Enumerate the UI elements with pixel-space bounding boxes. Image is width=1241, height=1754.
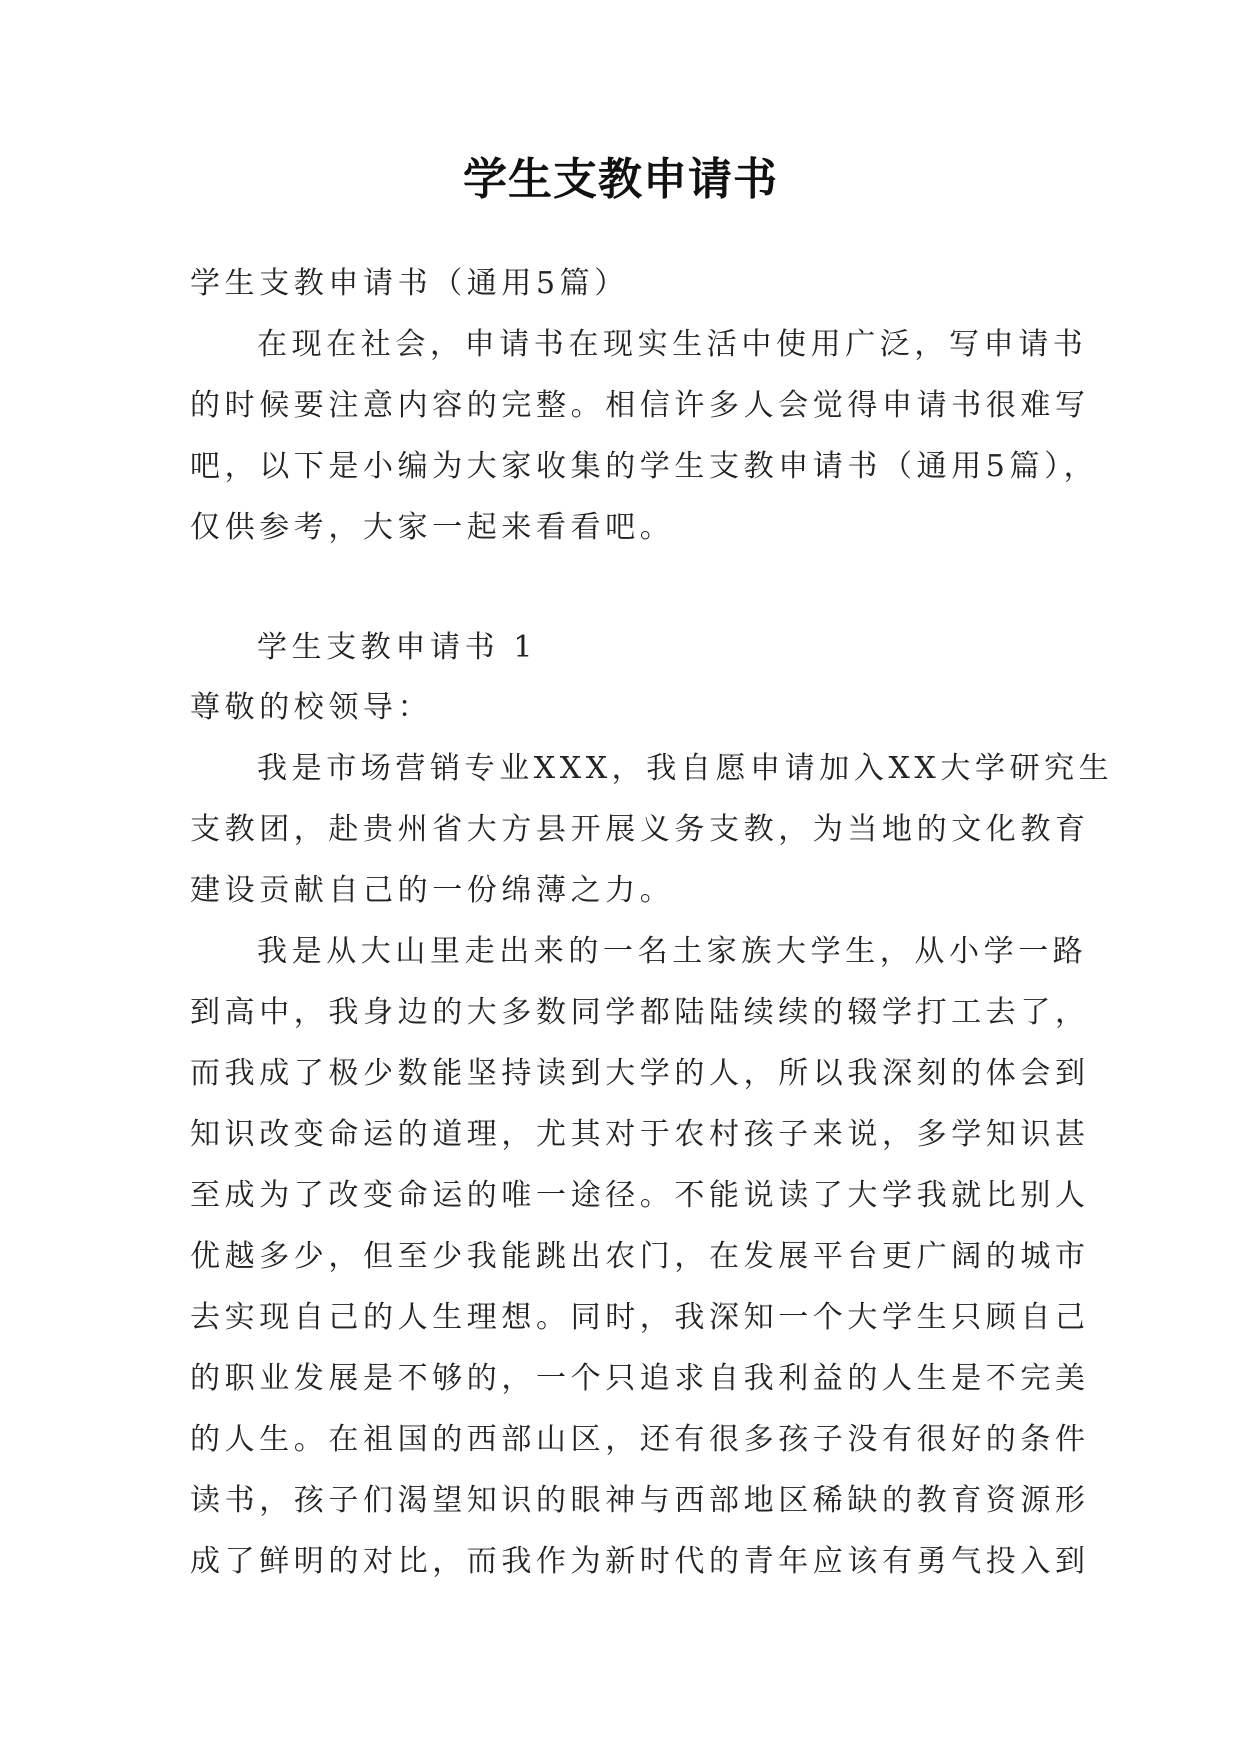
salutation: 尊敬的校领导： — [190, 690, 433, 725]
paragraph-line: 读书，孩子们渴望知识的眼神与西部地区稀缺的教育资源形 — [190, 1483, 1090, 1518]
paragraph-line: 支教团，赴贵州省大方县开展义务支教，为当地的文化教育 — [190, 812, 1090, 847]
document-title: 学生支教申请书 — [463, 154, 778, 205]
document-subtitle: 学生支教申请书（通用5篇） — [190, 266, 629, 301]
paragraph-line: 去实现自己的人生理想。同时，我深知一个大学生只顾自己 — [190, 1300, 1090, 1335]
paragraph-line: 成了鲜明的对比，而我作为新时代的青年应该有勇气投入到 — [190, 1544, 1090, 1579]
paragraph-line: 建设贡献自己的一份绵薄之力。 — [190, 873, 675, 908]
paragraph-line: 而我成了极少数能坚持读到大学的人，所以我深刻的体会到 — [190, 1056, 1090, 1091]
paragraph-line: 的职业发展是不够的，一个只追求自我利益的人生是不完美 — [190, 1361, 1090, 1396]
paragraph-line: 我是从大山里走出来的一名土家族大学生，从小学一路 — [257, 934, 1088, 969]
intro-line: 吧，以下是小编为大家收集的学生支教申请书（通用5篇）， — [190, 449, 1099, 484]
paragraph-line: 的人生。在祖国的西部山区，还有很多孩子没有很好的条件 — [190, 1422, 1090, 1457]
section-heading: 学生支教申请书 1 — [257, 630, 538, 665]
intro-line: 在现在社会，申请书在现实生活中使用广泛，写申请书 — [257, 327, 1088, 362]
intro-line: 的时候要注意内容的完整。相信许多人会觉得申请书很难写 — [190, 388, 1090, 423]
intro-line: 仅供参考，大家一起来看看吧。 — [190, 510, 675, 545]
paragraph-line: 至成为了改变命运的唯一途径。不能说读了大学我就比别人 — [190, 1178, 1090, 1213]
paragraph-line: 到高中，我身边的大多数同学都陆陆续续的辍学打工去了， — [190, 995, 1090, 1030]
paragraph-line: 我是市场营销专业XXX，我自愿申请加入XX大学研究生 — [257, 751, 1114, 786]
paragraph-line: 优越多少，但至少我能跳出农门，在发展平台更广阔的城市 — [190, 1239, 1090, 1274]
paragraph-line: 知识改变命运的道理，尤其对于农村孩子来说，多学知识甚 — [190, 1117, 1090, 1152]
